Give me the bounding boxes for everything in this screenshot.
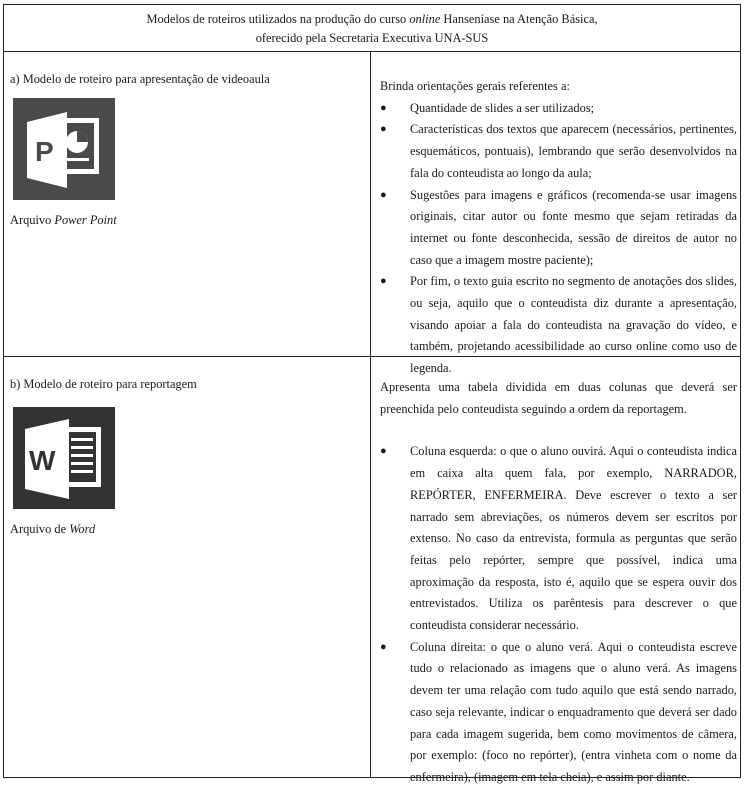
header-line-1 — [4, 10, 740, 29]
list-item: ● Por fim, o texto guia escrito no segmento de anotações dos slides, ou seja, aquilo que o conteudista diz durante a apresentação, visando apoiar a fala do conteudista na gravação do vídeo, e também, projetando acessibilidade ao curso online como uso de legenda. — [380, 271, 737, 380]
header-text-b: Hanseníase na Atenção Básica, — [440, 12, 598, 26]
row-b-right-cell — [380, 377, 737, 789]
header-text-a: Modelos de roteiros utilizados na produção do curso — [146, 12, 410, 26]
row-a-caption — [10, 213, 117, 228]
roteiros-table — [3, 4, 741, 784]
svg-text:W: W — [29, 445, 56, 476]
list-item: ● Coluna esquerda: o que o aluno ouvirá. Aqui o conteudista indica em caixa alta quem fala, por exemplo, NARRADOR, REPÓRTER, ENFERMEIRA. Deve escrever o texto a ser narrado sem abreviações, os números devem ser escritos por extenso. No caso da entrevista, formula as perguntas que serão feitas pelo repórter, sempre que possível, indica uma aproximação da resposta, isto é, aquilo que se espera ouvir dos entrevistados. Utiliza os parêntesis para descrever o que conteudista considerar necessário. — [380, 441, 737, 636]
row-b-caption-prefix: Arquivo de — [10, 522, 70, 536]
list-item: ● Quantidade de slides a ser utilizados; — [380, 98, 737, 120]
svg-text:P: P — [35, 136, 54, 167]
table-header — [4, 5, 740, 52]
row-b-caption-italic: Word — [69, 522, 96, 536]
row-b-caption — [10, 522, 95, 537]
header-text-italic: online — [409, 12, 441, 26]
row-a-caption-prefix: Arquivo — [10, 213, 55, 227]
row-b-intro: Apresenta uma tabela dividida em duas colunas que deverá ser preenchida pelo conteudista seguindo a ordem da reportagem. — [380, 380, 737, 416]
table-row-b — [4, 356, 740, 784]
row-b-bullet-list — [380, 441, 737, 788]
header-line-2: oferecido pela Secretaria Executiva UNA-SUS — [255, 31, 489, 45]
list-item: ● Coluna direita: o que o aluno verá. Aqui o conteudista escreve tudo o relacionado as imagens que o aluno verá. As imagens devem ter uma relação com tudo aquilo que está sendo narrado, caso seja relevante, indicar o enquadramento que deverá ser dado para cada imagem sugerida, bem como movimentos de câmera, por exemplo: (foco no repórter), (entra vinheta com o nome da enfermeira), (imagem em tela cheia), e assim por diante. — [380, 637, 737, 789]
table-row-a — [4, 51, 740, 376]
row-b-title: b) Modelo de roteiro para reportagem — [10, 377, 197, 391]
list-item: ● Sugestões para imagens e gráficos (recomenda-se usar imagens originais, citar autor ou fonte mesmo que sejam retiradas da internet ou fonte desconhecida, sessão de direitos de autor no caso que a imagem mostre paciente); — [380, 185, 737, 272]
row-a-intro: Brinda orientações gerais referentes a: — [380, 79, 570, 93]
row-a-title: a) Modelo de roteiro para apresentação de videoaula — [10, 72, 270, 86]
powerpoint-icon — [13, 98, 115, 200]
row-a-right-cell — [380, 76, 737, 380]
row-a-caption-italic: Power Point — [54, 213, 117, 227]
word-icon — [13, 407, 115, 509]
row-a-bullet-list — [380, 98, 737, 380]
list-item: ● Características dos textos que aparecem (necessários, pertinentes, esquemáticos, pontuais), lembrando que serão desenvolvidos na fala do conteudista ao longo da aula; — [380, 119, 737, 184]
